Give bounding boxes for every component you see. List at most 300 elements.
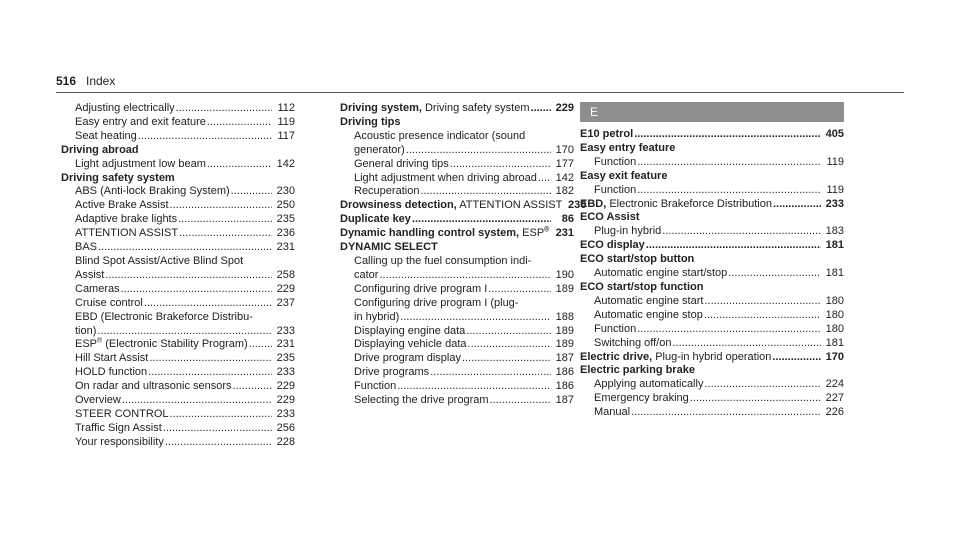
page-reference: 250: [276, 199, 295, 212]
entry-term: cator: [354, 268, 379, 281]
index-subentry[interactable]: [61, 227, 295, 241]
index-heading-entry: [580, 170, 844, 184]
index-subentry[interactable]: [580, 309, 844, 323]
entry-term: Emergency braking: [594, 392, 689, 405]
index-heading-entry: [61, 172, 295, 186]
index-subentry[interactable]: [340, 283, 574, 297]
entry-text: [354, 144, 405, 158]
index-subentry[interactable]: [340, 144, 574, 158]
index-subentry[interactable]: [340, 158, 574, 172]
leader-dots: [490, 394, 551, 408]
entry-text: [340, 102, 530, 116]
entry-term: Calling up the fuel consumption indi-: [354, 254, 532, 267]
page-reference: 236: [276, 227, 295, 240]
entry-term: Light adjustment when driving abroad: [354, 171, 537, 184]
entry-text: [75, 366, 147, 380]
index-heading-entry: [61, 144, 295, 158]
entry-cross-reference: Plug-in hybrid operation: [652, 350, 772, 363]
entry-term: Recuperation: [354, 185, 420, 198]
leader-dots: [634, 128, 821, 142]
page-reference: 235: [276, 213, 295, 226]
entry-term: STEER CONTROL: [75, 407, 169, 420]
index-subentry[interactable]: [61, 213, 295, 227]
entry-text: [354, 394, 489, 408]
entry-text: [594, 225, 661, 239]
leader-dots: [144, 297, 272, 311]
entry-term: Overview: [75, 394, 121, 407]
index-subentry[interactable]: [61, 283, 295, 297]
leader-dots: [704, 378, 821, 392]
index-subentry[interactable]: [61, 269, 295, 283]
index-subentry[interactable]: [61, 241, 295, 255]
index-subentry[interactable]: [580, 184, 844, 198]
entry-text: [75, 297, 143, 311]
index-subentry: [61, 311, 295, 325]
entry-term: Electric drive,: [580, 350, 653, 363]
leader-dots: [121, 283, 272, 297]
leader-dots: [163, 422, 272, 436]
entry-text: [594, 309, 703, 323]
page-reference: 229: [555, 102, 574, 114]
entry-term: Drive program display: [354, 352, 461, 365]
entry-text: [75, 241, 97, 255]
leader-dots: [468, 338, 551, 352]
entry-text: [75, 116, 206, 130]
entry-text: [354, 158, 449, 172]
entry-term: ATTENTION ASSIST: [75, 227, 179, 240]
entry-term: Light adjustment low beam: [75, 157, 206, 170]
entry-text: [61, 144, 139, 158]
page-reference: 229: [276, 380, 295, 393]
entry-text: [580, 239, 645, 253]
entry-term: Adaptive brake lights: [75, 213, 178, 226]
entry-term: Easy exit feature: [580, 169, 668, 182]
entry-text: [354, 172, 537, 186]
entry-text: [75, 338, 248, 352]
index-subentry[interactable]: [61, 130, 295, 144]
entry-text: [594, 378, 703, 392]
page-reference: 233: [276, 407, 295, 420]
entry-text: [75, 130, 137, 144]
page-reference: 180: [825, 308, 844, 321]
entry-text: [580, 211, 640, 225]
entry-text: [580, 351, 771, 365]
entry-term: Drowsiness detection,: [340, 199, 457, 212]
index-heading-entry: [580, 211, 844, 225]
index-subentry[interactable]: [580, 406, 844, 420]
entry-term: Displaying engine data: [354, 324, 466, 337]
index-subentry[interactable]: [61, 297, 295, 311]
leader-dots: [406, 144, 551, 158]
entry-text: [340, 227, 549, 241]
page-reference: 187: [555, 352, 574, 365]
page-reference: 224: [825, 378, 844, 391]
page-reference: 233: [276, 366, 295, 379]
entry-text: [354, 185, 419, 199]
entry-text: [354, 297, 518, 311]
page-reference: 189: [555, 324, 574, 337]
leader-dots: [637, 323, 821, 337]
index-subentry[interactable]: [340, 185, 574, 199]
entry-term: Plug-in hybrid: [594, 225, 662, 238]
page-reference: 142: [555, 171, 574, 184]
leader-dots: [462, 352, 551, 366]
index-subentry[interactable]: [340, 338, 574, 352]
entry-text: [61, 172, 175, 186]
leader-dots: [728, 267, 821, 281]
entry-term: EBD,: [580, 197, 607, 210]
entry-cross-reference: Driving safety system: [421, 102, 530, 114]
entry-text: [580, 198, 772, 212]
entry-text: [580, 281, 703, 295]
page-reference: 181: [825, 267, 844, 280]
index-subentry[interactable]: [61, 394, 295, 408]
page-header: [56, 70, 904, 93]
letter-heading: E: [590, 105, 599, 119]
index-column-1: [61, 102, 295, 450]
leader-dots: [207, 116, 272, 130]
page-reference: 228: [276, 435, 295, 448]
page-reference: 231: [555, 227, 574, 240]
index-subentry[interactable]: [580, 156, 844, 170]
entry-text: [340, 213, 411, 227]
index-subentry[interactable]: [61, 366, 295, 380]
entry-text: [354, 255, 531, 269]
entry-text: [75, 185, 230, 199]
entry-term: Switching off/on: [594, 336, 672, 349]
entry-text: [580, 253, 694, 267]
leader-dots: [170, 408, 272, 422]
entry-term: ECO start/stop button: [580, 253, 695, 266]
page-reference: 231: [276, 338, 295, 351]
entry-term: Function: [354, 380, 397, 393]
leader-dots: [179, 227, 272, 241]
index-subentry[interactable]: [61, 352, 295, 366]
index-subentry[interactable]: [61, 436, 295, 450]
index-subentry[interactable]: [61, 158, 295, 172]
page-reference: 182: [555, 185, 574, 198]
page-reference: 227: [825, 392, 844, 405]
leader-dots: [170, 199, 272, 213]
page-reference: 119: [826, 183, 844, 196]
entry-term: General driving tips: [354, 157, 449, 170]
leader-dots: [631, 406, 821, 420]
page-reference: 181: [825, 336, 844, 349]
entry-term: Duplicate key: [340, 213, 411, 226]
entry-text: [580, 128, 633, 142]
page-reference: 230: [276, 185, 295, 198]
entry-term: Configuring drive program I (plug-: [354, 296, 519, 309]
page-reference: 186: [555, 380, 574, 393]
leader-dots: [176, 102, 272, 116]
index-subentry[interactable]: [61, 325, 295, 339]
leader-dots: [148, 366, 272, 380]
entry-term: Traffic Sign Assist: [75, 421, 162, 434]
leader-dots: [98, 241, 272, 255]
registered-mark: ®: [97, 337, 103, 345]
entry-text: [340, 116, 401, 130]
leader-dots: [662, 225, 821, 239]
page-reference: 188: [555, 310, 574, 323]
index-column-3: [580, 102, 844, 420]
leader-dots: [773, 198, 821, 212]
entry-term: Cruise control: [75, 296, 143, 309]
entry-term: ABS (Anti-lock Braking System): [75, 185, 230, 198]
entry-term: Driving system,: [340, 102, 422, 114]
entry-text: [594, 267, 727, 281]
page-reference: 117: [277, 129, 295, 142]
leader-dots: [397, 380, 551, 394]
entry-text: [354, 338, 467, 352]
index-subentry[interactable]: [61, 338, 295, 352]
index-subentry[interactable]: [580, 323, 844, 337]
index-subentry[interactable]: [580, 337, 844, 351]
entry-text: [75, 213, 177, 227]
entry-text: [75, 352, 148, 366]
leader-dots: [637, 156, 821, 170]
entry-term: ECO Assist: [580, 211, 640, 224]
index-subentry[interactable]: [61, 116, 295, 130]
entry-term: On radar and ultrasonic sensors: [75, 380, 232, 393]
index-column-2: [340, 102, 587, 408]
entry-text: [75, 394, 121, 408]
index-heading-entry[interactable]: [580, 198, 844, 212]
page-reference: 190: [555, 268, 574, 281]
index-subentry[interactable]: [61, 422, 295, 436]
leader-dots: [105, 269, 272, 283]
entry-term: Configuring drive program I: [354, 282, 488, 295]
index-subentry[interactable]: [340, 366, 574, 380]
index-subentry: [340, 130, 574, 144]
page-reference: 177: [555, 157, 574, 170]
leader-dots: [531, 102, 551, 116]
entry-term: HOLD function: [75, 366, 148, 379]
index-subentry[interactable]: [340, 311, 574, 325]
leader-dots: [231, 185, 272, 199]
entry-term: Automatic engine stop: [594, 308, 703, 321]
leader-dots: [430, 366, 551, 380]
leader-dots: [249, 338, 272, 352]
index-subentry[interactable]: [61, 185, 295, 199]
entry-term: Seat heating: [75, 129, 137, 142]
index-heading-entry[interactable]: [340, 227, 574, 241]
leader-dots: [704, 295, 821, 309]
page-reference: 229: [276, 394, 295, 407]
index-heading-entry: [580, 142, 844, 156]
index-heading-entry[interactable]: [580, 239, 844, 253]
page-reference: 187: [555, 394, 574, 407]
entry-text: [594, 184, 636, 198]
entry-text: [340, 241, 438, 255]
entry-cross-reference: ESP: [519, 227, 545, 240]
index-heading-entry: [580, 364, 844, 378]
page-reference: 119: [277, 115, 295, 128]
leader-dots: [466, 325, 551, 339]
entry-term: generator): [354, 143, 405, 156]
page-reference: 119: [826, 155, 844, 168]
entry-term: in hybrid): [354, 310, 400, 323]
index-subentry[interactable]: [580, 267, 844, 281]
page-reference: 181: [825, 239, 844, 252]
entry-text: [354, 366, 429, 380]
entry-term: E10 petrol: [580, 128, 634, 140]
entry-text: [75, 269, 104, 283]
leader-dots: [488, 283, 551, 297]
entry-text: [354, 283, 487, 297]
index-heading-entry[interactable]: [580, 351, 844, 365]
index-subentry[interactable]: [580, 225, 844, 239]
entry-text: [75, 436, 164, 450]
index-subentry[interactable]: [340, 352, 574, 366]
entry-term: Driving abroad: [61, 143, 139, 156]
index-heading-entry: [340, 241, 574, 255]
entry-text: [75, 422, 162, 436]
entry-term: Automatic engine start/stop: [594, 267, 728, 280]
leader-dots: [690, 392, 821, 406]
entry-term-suffix: (Electronic Stability Program): [102, 338, 248, 351]
leader-dots: [550, 227, 551, 241]
entry-text: [75, 283, 120, 297]
index-subentry: [340, 297, 574, 311]
entry-term: Easy entry and exit feature: [75, 115, 206, 128]
entry-text: [594, 406, 630, 420]
index-subentry[interactable]: [580, 295, 844, 309]
index-subentry[interactable]: [340, 269, 574, 283]
entry-term: Applying automatically: [594, 378, 704, 391]
entry-text: [75, 325, 96, 339]
page-reference: 189: [555, 338, 574, 351]
entry-text: [75, 380, 232, 394]
leader-dots: [672, 337, 821, 351]
index-heading-entry[interactable]: [340, 199, 587, 213]
entry-term: Dynamic handling control system,: [340, 227, 520, 240]
page-reference: 229: [276, 282, 295, 295]
entry-cross-reference: Electronic Brakeforce Distribution: [606, 197, 772, 210]
page-reference: 231: [276, 241, 295, 254]
index-subentry[interactable]: [340, 380, 574, 394]
section-title: Index: [86, 74, 116, 88]
page-number: 516: [56, 74, 77, 88]
entry-term: Drive programs: [354, 366, 430, 379]
leader-dots: [412, 213, 551, 227]
entry-term: Cameras: [75, 282, 120, 295]
entry-term: Electric parking brake: [580, 364, 695, 377]
index-subentry[interactable]: [580, 378, 844, 392]
leader-dots: [646, 239, 821, 253]
entry-text: [75, 255, 243, 269]
entry-text: [354, 380, 396, 394]
entry-term: ECO start/stop function: [580, 280, 704, 293]
entry-text: [354, 130, 525, 144]
entry-text: [580, 364, 695, 378]
index-subentry[interactable]: [340, 325, 574, 339]
entry-text: [594, 156, 636, 170]
leader-dots: [379, 269, 551, 283]
page-reference: 142: [276, 157, 295, 170]
entry-term: Function: [594, 155, 637, 168]
index-subentry[interactable]: [61, 380, 295, 394]
leader-dots: [149, 352, 272, 366]
entry-term: Selecting the drive program: [354, 394, 489, 407]
page-reference: 183: [825, 225, 844, 238]
entry-term: Displaying vehicle data: [354, 338, 467, 351]
index-heading-entry[interactable]: [340, 213, 574, 227]
entry-text: [75, 199, 169, 213]
entry-text: [354, 325, 465, 339]
leader-dots: [704, 309, 821, 323]
entry-text: [354, 352, 461, 366]
leader-dots: [538, 172, 551, 186]
entry-text: [580, 170, 667, 184]
index-subentry[interactable]: [580, 392, 844, 406]
entry-term: EBD (Electronic Brakeforce Distribu-: [75, 310, 253, 323]
entry-term: Driving tips: [340, 115, 401, 128]
entry-text: [75, 102, 175, 116]
leader-dots: [165, 436, 272, 450]
entry-term: Function: [594, 322, 637, 335]
leader-dots: [772, 351, 821, 365]
index-subentry[interactable]: [340, 172, 574, 186]
leader-dots: [637, 184, 821, 198]
index-list: [580, 128, 844, 420]
entry-text: [594, 295, 703, 309]
entry-cross-reference: ATTENTION ASSIST: [456, 199, 563, 212]
entry-text: [594, 323, 636, 337]
registered-mark: ®: [544, 226, 550, 234]
index-subentry: [61, 255, 295, 269]
index-subentry[interactable]: [61, 199, 295, 213]
index-heading-entry[interactable]: [340, 102, 574, 116]
entry-term: Acoustic presence indicator (sound: [354, 129, 526, 142]
leader-dots: [420, 185, 551, 199]
letter-heading-bar: [580, 102, 844, 122]
entry-term: ECO display: [580, 239, 645, 252]
index-subentry[interactable]: [61, 408, 295, 422]
entry-term: Function: [594, 183, 637, 196]
entry-text: [75, 408, 169, 422]
entry-text: [75, 311, 253, 325]
leader-dots: [233, 380, 272, 394]
page-reference: 170: [825, 350, 844, 363]
page-reference: 258: [276, 268, 295, 281]
page-reference: 233: [276, 324, 295, 337]
leader-dots: [207, 158, 272, 172]
entry-text: [354, 311, 399, 325]
entry-term: ESP: [75, 338, 98, 351]
entry-term: Driving safety system: [61, 171, 175, 184]
entry-term: Active Brake Assist: [75, 199, 169, 212]
index-subentry[interactable]: [61, 102, 295, 116]
leader-dots: [178, 213, 272, 227]
page-reference: 112: [277, 102, 295, 114]
entry-term: Assist: [75, 268, 105, 281]
index-heading-entry: [580, 253, 844, 267]
entry-text: [354, 269, 378, 283]
entry-term: DYNAMIC SELECT: [340, 241, 438, 254]
leader-dots: [138, 130, 272, 144]
entry-term: Automatic engine start: [594, 294, 704, 307]
entry-text: [75, 227, 178, 241]
page-reference: 256: [276, 421, 295, 434]
index-subentry: [340, 255, 574, 269]
entry-term: Manual: [594, 406, 631, 419]
page-reference: 405: [825, 128, 844, 140]
page-reference: 186: [555, 366, 574, 379]
entry-text: [594, 392, 689, 406]
page-reference: 170: [555, 143, 574, 156]
index-heading-entry[interactable]: [580, 128, 844, 142]
index-subentry[interactable]: [340, 394, 574, 408]
